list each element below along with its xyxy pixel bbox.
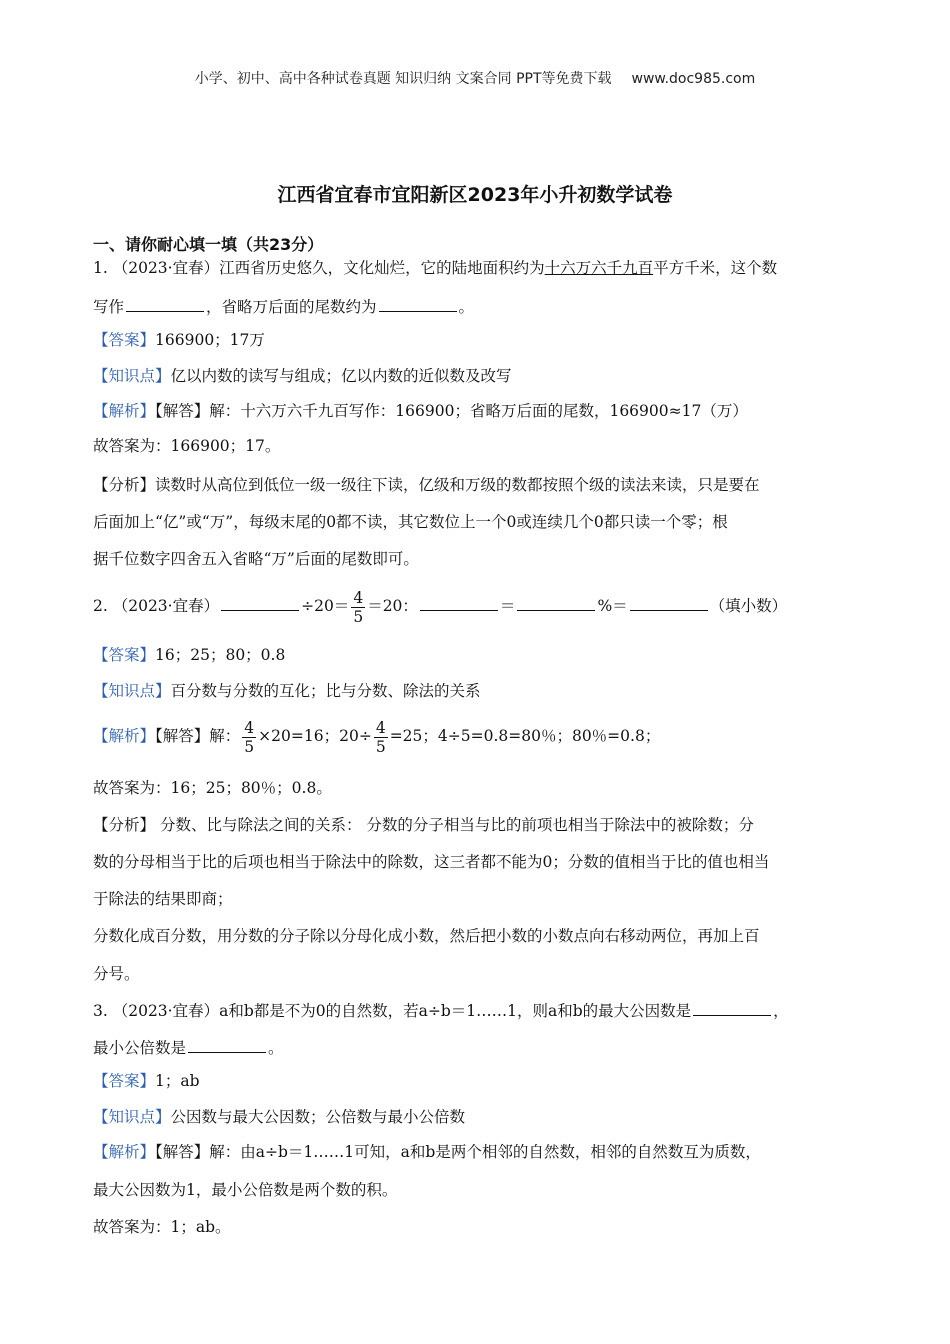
- q1-analysis-1: 【分析】读数时从高位到低位一级一级往下读，亿级和万级的数都按照个级的读法来读，只是要在: [93, 476, 760, 494]
- section-heading: 一、请你耐心填一填（共23分）: [93, 235, 324, 254]
- q2-solution: 【解析】【解答】解： $\frac{4}{5}$ ×20=16；20÷ $\frac{4}{5}$ =25；4÷5=0.8=80％；80％=0.8；: [93, 718, 661, 756]
- q2-analysis-5: 分号。: [93, 965, 140, 983]
- q3-answer: 【答案】1；ab: [93, 1072, 200, 1090]
- q1-analysis-2: 后面加上“亿”或“万”，每级末尾的0都不读，其它数位上一个0或连续几个0都只读一个零；根: [93, 513, 728, 531]
- q1-analysis-3: 据千位数字四舍五入省略“万”后面的尾数即可。: [93, 550, 419, 568]
- answer-blank: [630, 596, 708, 611]
- q3-final: 故答案为：1；ab。: [93, 1218, 231, 1236]
- page-header: [0, 68, 950, 88]
- q1-answer: 【答案】166900；17万: [93, 331, 265, 349]
- q1-line2: 写作 ，省略万后面的尾数约为 。: [93, 298, 475, 316]
- q2-analysis-4: 分数化成百分数，用分数的分子除以分母化成小数，然后把小数的小数点向右移动两位，再加上百: [93, 927, 760, 945]
- fraction: $\frac{4}{5}$: [353, 588, 364, 626]
- answer-blank: [517, 596, 595, 611]
- q2-answer: 【答案】16；25；80；0.8: [93, 646, 286, 664]
- q2-analysis-3: 于除法的结果即商；: [93, 890, 233, 908]
- q1-line1: 1. （2023·宜春）江西省历史悠久，文化灿烂，它的陆地面积约为十六万六千九百平方千米，这个数: [93, 259, 778, 277]
- answer-blank: [693, 1001, 771, 1016]
- q2-final: 故答案为：16；25；80％；0.8。: [93, 779, 332, 797]
- answer-blank: [379, 297, 457, 312]
- q1-knowledge: 【知识点】亿以内数的读写与组成；亿以内数的近似数及改写: [93, 367, 512, 385]
- q3-line2: 最小公倍数是 。: [93, 1039, 284, 1057]
- page-title: 江西省宜春市宜阳新区2023年小升初数学试卷: [277, 184, 673, 206]
- answer-blank: [420, 596, 498, 611]
- q3-line1: 3. （2023·宜春）a和b都是不为0的自然数，若a÷b＝1……1，则a和b的最大公因数是 ，: [93, 1002, 789, 1020]
- header-text: 小学、初中、高中各种试卷真题 知识归纳 文案合同 PPT等免费下载: [194, 71, 612, 87]
- q1-final: 故答案为：166900；17。: [93, 437, 281, 455]
- answer-blank: [221, 596, 299, 611]
- q2-knowledge: 【知识点】百分数与分数的互化；比与分数、除法的关系: [93, 682, 481, 700]
- q2-line1: 2. （2023·宜春） ÷20＝ $\frac{4}{5}$ ＝20： ＝ %＝ （填小数）: [93, 588, 788, 626]
- fraction: $\frac{4}{5}$: [244, 718, 255, 756]
- q2-analysis-2: 数的分母相当于比的后项也相当于除法中的除数，这三者都不能为0；分数的值相当于比的值也相当: [93, 853, 770, 871]
- header-site-link[interactable]: www.doc985.com: [631, 71, 756, 87]
- fraction: $\frac{4}{5}$: [375, 718, 386, 756]
- answer-blank: [188, 1038, 266, 1053]
- q3-solution-1: 【解析】【解答】解：由a÷b＝1……1可知，a和b是两个相邻的自然数，相邻的自然数互为质数，: [93, 1143, 761, 1161]
- answer-blank: [126, 297, 204, 312]
- q3-solution-2: 最大公因数为1，最小公倍数是两个数的积。: [93, 1181, 398, 1199]
- q3-knowledge: 【知识点】公因数与最大公因数；公倍数与最小公倍数: [93, 1108, 466, 1126]
- q2-analysis-1: 【分析】 分数、比与除法之间的关系： 分数的分子相当与比的前项也相当于除法中的被除数；分: [93, 816, 754, 834]
- q1-solution: 【解析】【解答】解：十六万六千九百写作：166900；省略万后面的尾数，166900≈17（万）: [93, 402, 748, 420]
